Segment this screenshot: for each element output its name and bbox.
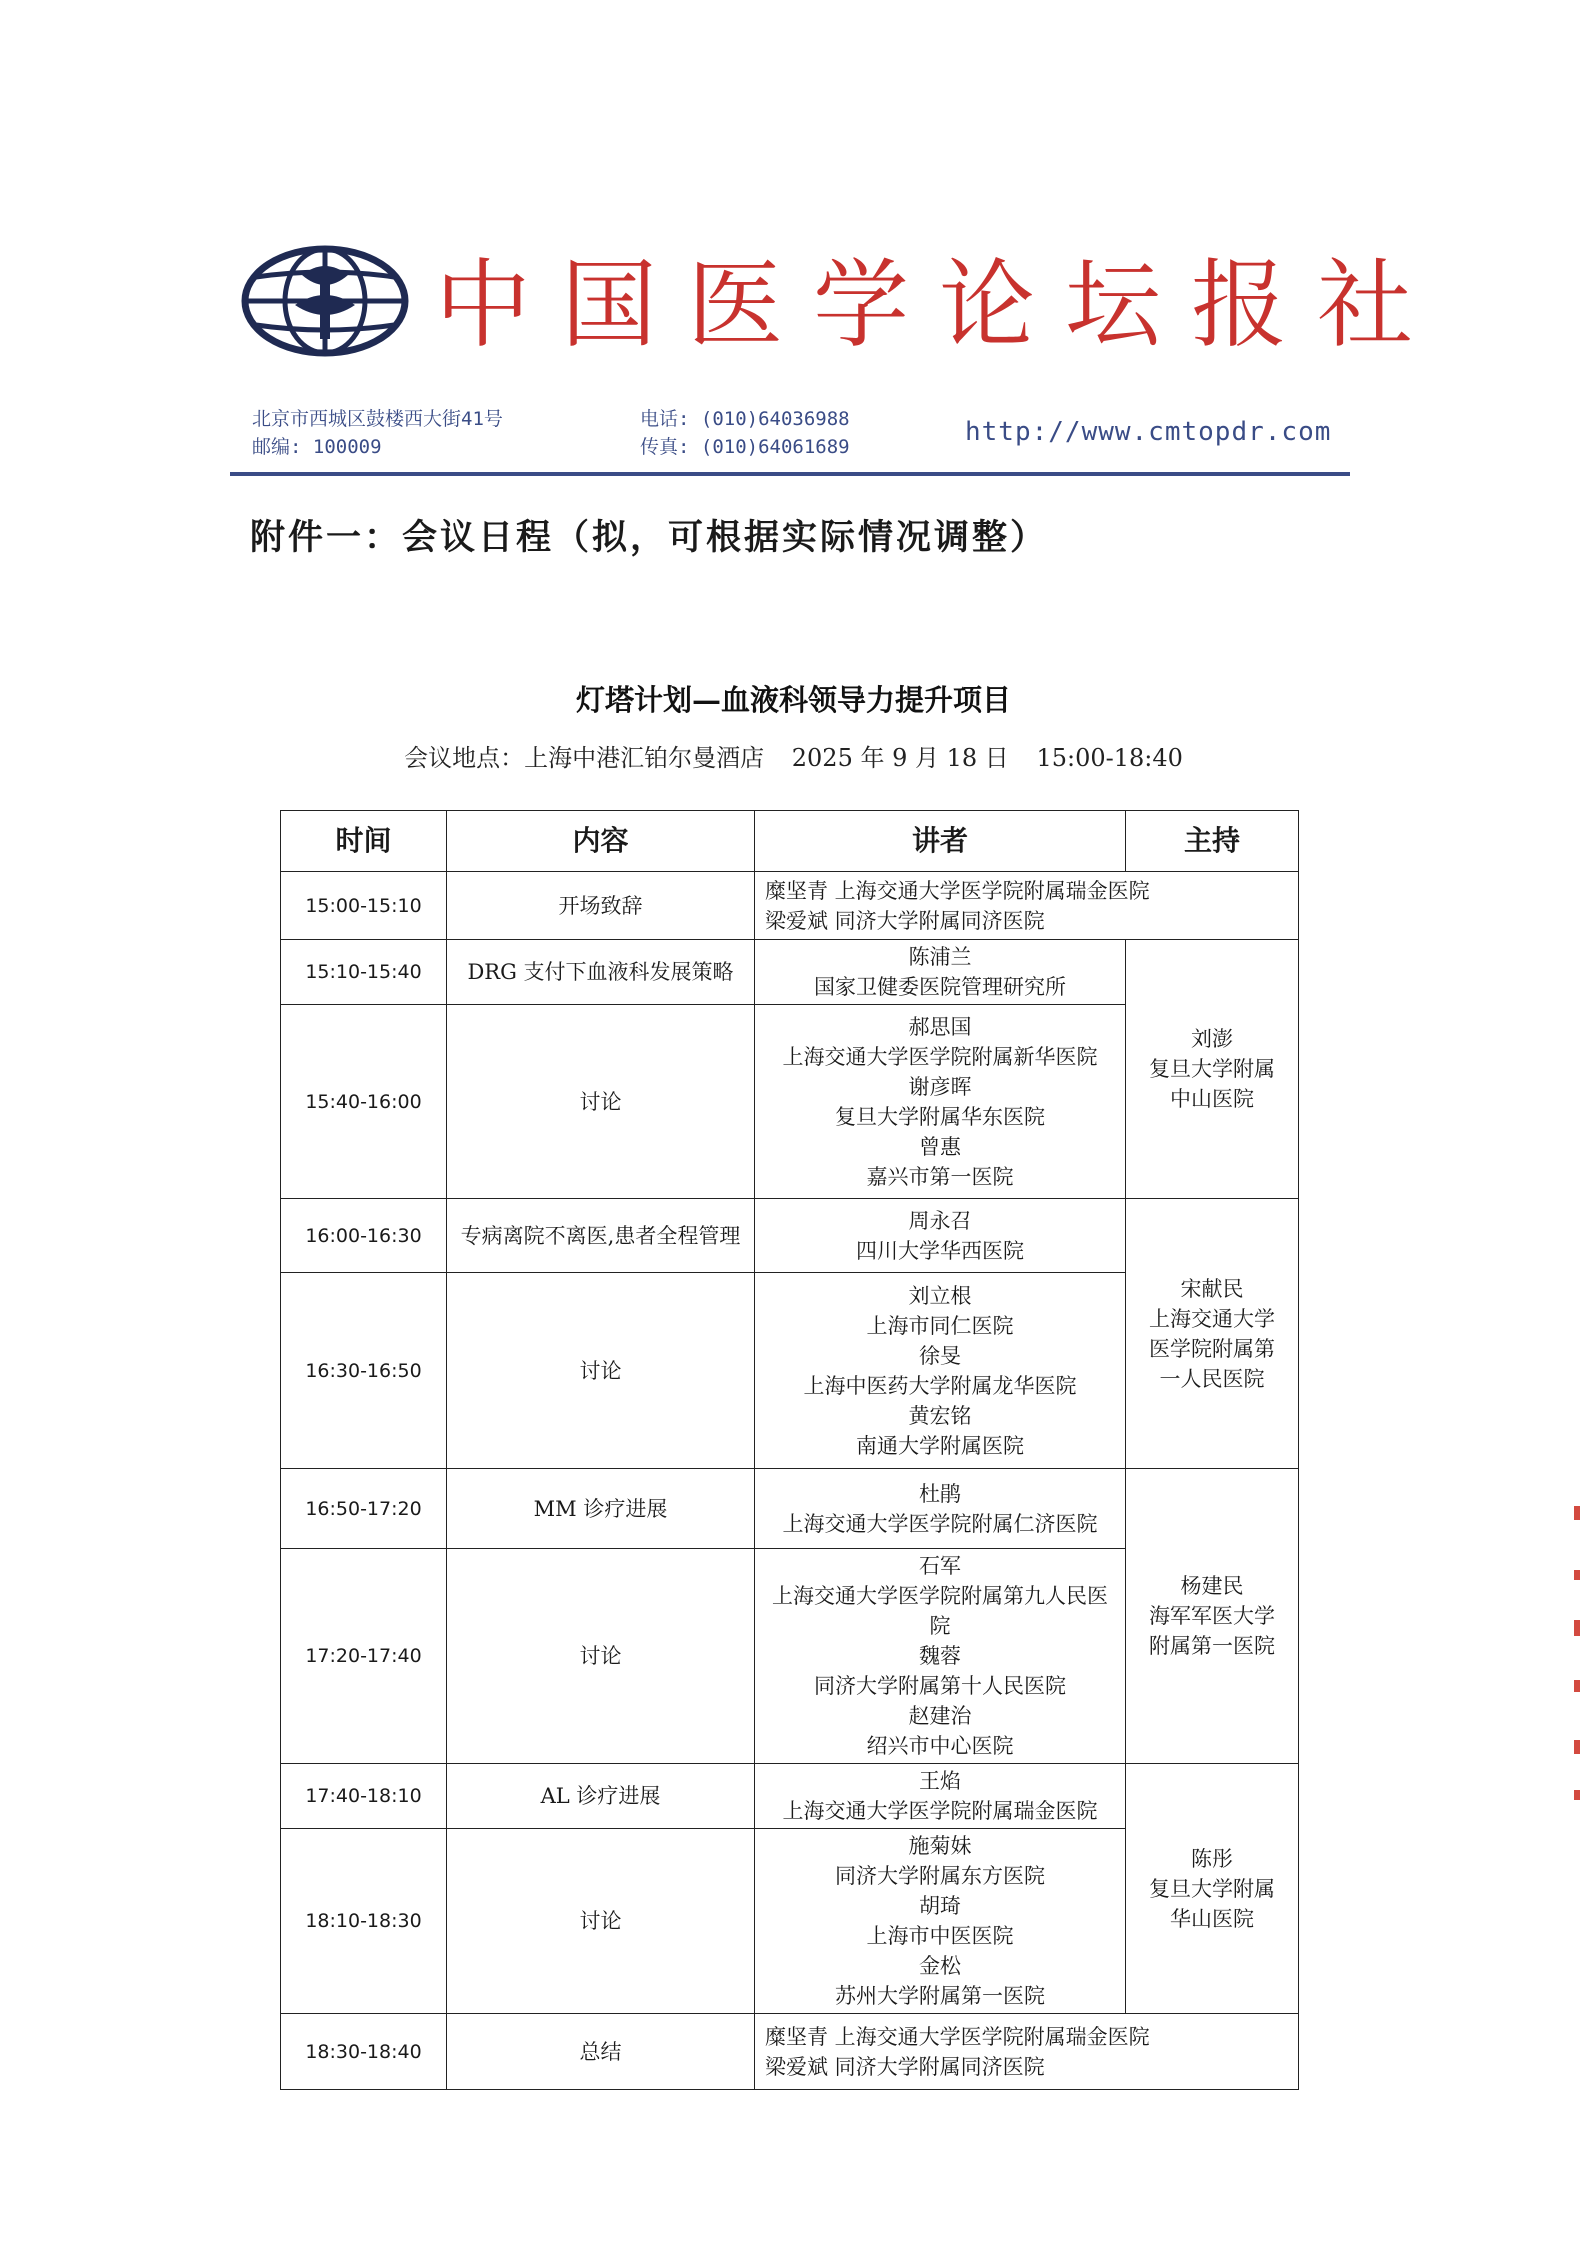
table-row [281, 1199, 1299, 1273]
speaker-line: 绍兴市中心医院 [866, 1734, 1014, 1758]
row-content: 讨论 [447, 1829, 755, 2014]
row-speakers [755, 1469, 1126, 1549]
speaker-line: 糜坚青 上海交通大学医学院附属瑞金医院 [765, 878, 1150, 903]
speaker-line: 梁爱斌 同济大学附属同济医院 [765, 908, 1045, 933]
speaker-line: 郝思国 [908, 1014, 972, 1039]
attachment-title: 附件一：会议日程（拟，可根据实际情况调整） [250, 518, 1049, 558]
speaker-line: 石军 [919, 1554, 961, 1578]
speaker-line: 魏蓉 [919, 1644, 961, 1668]
seal-edge-mark [1574, 1680, 1580, 1692]
speaker-line: 同济大学附属第十人民医院 [814, 1674, 1066, 1698]
row-speakers [755, 1273, 1126, 1469]
table-row [281, 940, 1299, 1005]
row-content: 讨论 [447, 1005, 755, 1199]
speaker-line: 黄宏铭 [908, 1403, 972, 1428]
host-cell: 杨建民 海军军医大学 附属第一医院 [1126, 1469, 1299, 1764]
speaker-line: 上海交通大学医学院附属第九人民医院 [772, 1584, 1108, 1638]
seal-edge-mark [1574, 1570, 1580, 1580]
speaker-line: 同济大学附属东方医院 [835, 1864, 1045, 1888]
seal-edge-mark [1574, 1620, 1580, 1636]
speaker-line: 胡琦 [919, 1894, 961, 1918]
row-speakers [755, 2014, 1299, 2090]
speaker-line: 谢彦晖 [908, 1074, 972, 1099]
speaker-line: 金松 [919, 1954, 961, 1978]
speaker-line: 上海交通大学医学院附属仁济医院 [782, 1511, 1098, 1536]
speaker-line: 糜坚青 上海交通大学医学院附属瑞金医院 [765, 2024, 1150, 2049]
table-row [281, 1764, 1299, 1829]
seal-edge-mark [1574, 1740, 1580, 1754]
row-time: 16:50-17:20 [281, 1469, 447, 1549]
speaker-line: 周永召 [908, 1208, 972, 1233]
document-title: 灯塔计划—血液科领导力提升项目 [575, 683, 1011, 717]
speaker-line: 上海市中医医院 [866, 1924, 1014, 1948]
speaker-line: 施菊妹 [908, 1834, 972, 1858]
row-speakers [755, 940, 1126, 1005]
speaker-line: 杜鹃 [919, 1481, 961, 1506]
row-speakers [755, 1829, 1126, 2014]
header-time: 时间 [281, 811, 447, 872]
speaker-line: 曾惠 [919, 1134, 961, 1159]
venue-location: 会议地点：上海中港汇铂尔曼酒店 [404, 744, 765, 772]
contact-address [252, 405, 503, 461]
table-row [281, 872, 1299, 940]
agenda-header-row [281, 811, 1299, 872]
row-content: AL 诊疗进展 [447, 1764, 755, 1829]
speaker-line: 上海市同仁医院 [866, 1313, 1014, 1338]
speaker-line: 王焰 [919, 1769, 961, 1793]
address-text: 北京市西城区鼓楼西大街41号 [252, 408, 503, 430]
speaker-line: 陈浦兰 [908, 945, 972, 969]
row-time: 17:40-18:10 [281, 1764, 447, 1829]
speaker-line: 嘉兴市第一医院 [866, 1164, 1014, 1189]
row-content: MM 诊疗进展 [447, 1469, 755, 1549]
speaker-line: 南通大学附属医院 [856, 1433, 1024, 1458]
row-time: 16:00-16:30 [281, 1199, 447, 1273]
org-name: 中国医学论坛报社 [435, 249, 1443, 361]
row-time: 18:30-18:40 [281, 2014, 447, 2090]
letterhead-rule [230, 472, 1350, 476]
row-speakers [755, 1199, 1126, 1273]
row-speakers [755, 1549, 1126, 1764]
seal-edge-mark [1574, 1790, 1580, 1800]
venue-time: 15:00-18:40 [1036, 744, 1183, 772]
header-content: 内容 [447, 811, 755, 872]
row-content: 专病离院不离医,患者全程管理 [447, 1199, 755, 1273]
website-text: http://www.cmtopdr.com [965, 417, 1332, 447]
row-time: 15:10-15:40 [281, 940, 447, 1005]
venue-line [0, 738, 1587, 773]
row-content: 总结 [447, 2014, 755, 2090]
row-content: DRG 支付下血液科发展策略 [447, 940, 755, 1005]
row-content: 讨论 [447, 1549, 755, 1764]
speaker-line: 刘立根 [908, 1283, 972, 1308]
row-time: 18:10-18:30 [281, 1829, 447, 2014]
speaker-line: 上海交通大学医学院附属瑞金医院 [782, 1799, 1098, 1823]
postcode-text: 邮编: 100009 [252, 436, 382, 458]
host-cell: 陈彤 复旦大学附属 华山医院 [1126, 1764, 1299, 2014]
table-row [281, 1469, 1299, 1549]
letterhead [230, 240, 1443, 490]
row-content: 开场致辞 [447, 872, 755, 940]
row-time: 17:20-17:40 [281, 1549, 447, 1764]
row-time: 15:00-15:10 [281, 872, 447, 940]
contact-phone [640, 405, 850, 461]
header-host: 主持 [1126, 811, 1299, 872]
agenda-table [280, 810, 1299, 2090]
speaker-line: 苏州大学附属第一医院 [835, 1984, 1045, 2008]
row-speakers [755, 1764, 1126, 1829]
speaker-line: 梁爱斌 同济大学附属同济医院 [765, 2054, 1045, 2079]
speaker-line: 上海交通大学医学院附属新华医院 [782, 1044, 1098, 1069]
row-time: 15:40-16:00 [281, 1005, 447, 1199]
host-cell: 刘澎 复旦大学附属 中山医院 [1126, 940, 1299, 1199]
venue-date: 2025 年 9 月 18 日 [791, 744, 1009, 772]
table-row [281, 2014, 1299, 2090]
speaker-line: 国家卫健委医院管理研究所 [814, 975, 1066, 999]
speaker-line: 复旦大学附属华东医院 [835, 1104, 1045, 1129]
speaker-line: 上海中医药大学附属龙华医院 [803, 1373, 1077, 1398]
header-speakers: 讲者 [755, 811, 1126, 872]
row-speakers [755, 872, 1299, 940]
globe-logo-icon [240, 245, 410, 357]
row-content: 讨论 [447, 1273, 755, 1469]
fax-text: 传真: (010)64061689 [640, 436, 850, 458]
speaker-line: 赵建治 [908, 1704, 972, 1728]
seal-edge-mark [1574, 1506, 1580, 1520]
speaker-line: 徐旻 [919, 1343, 961, 1368]
row-speakers [755, 1005, 1126, 1199]
phone-text: 电话: (010)64036988 [640, 408, 850, 430]
row-time: 16:30-16:50 [281, 1273, 447, 1469]
host-cell: 宋献民 上海交通大学 医学院附属第 一人民医院 [1126, 1199, 1299, 1469]
speaker-line: 四川大学华西医院 [856, 1238, 1024, 1263]
